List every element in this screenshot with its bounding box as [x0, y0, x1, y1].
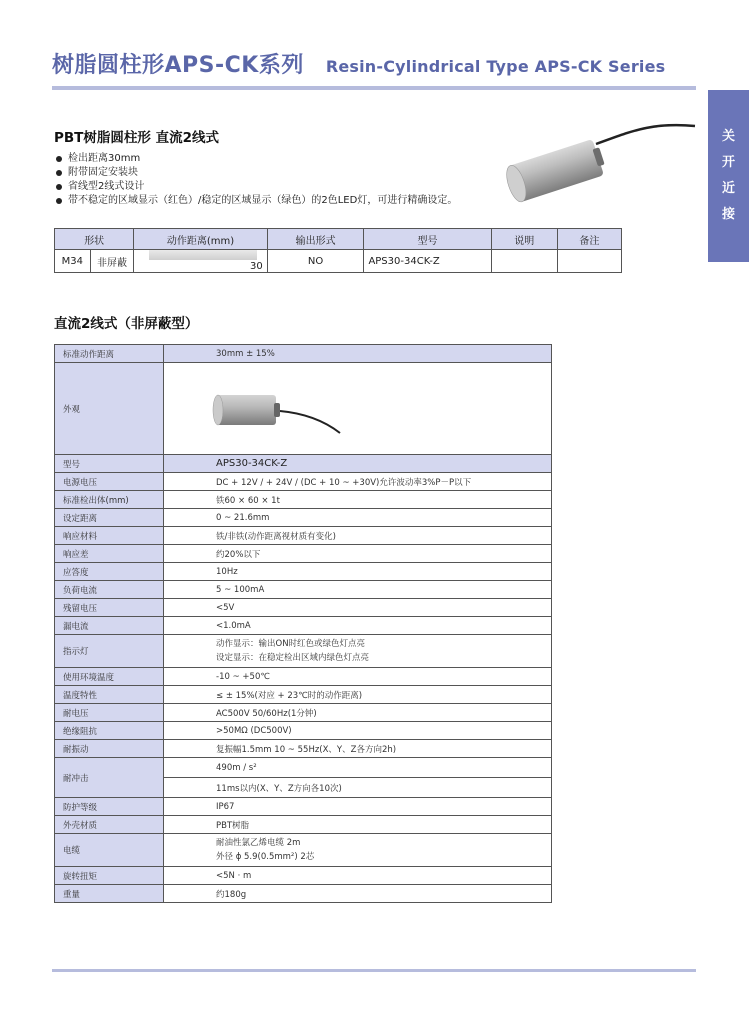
product-photo	[212, 379, 352, 439]
feature-item: 检出距离30mm	[54, 152, 457, 166]
cable-line: 外径 ϕ 5.9(0.5mm²) 2芯	[216, 852, 315, 862]
row-label: 指示灯	[55, 635, 164, 668]
table-row	[55, 491, 552, 509]
row-value: 铁/非铁(动作距离视材质有变化)	[164, 527, 552, 545]
side-tab-char: 开	[721, 155, 735, 170]
row-value: APS30-34CK-Z	[164, 455, 552, 473]
side-tab-char: 近	[721, 181, 735, 196]
spec-detail-table	[54, 344, 552, 903]
side-tab-char: 关	[721, 129, 735, 144]
indicator-line: 设定显示：在稳定检出区域内绿色灯点亮	[216, 653, 370, 663]
table-row	[55, 617, 552, 635]
row-value: 11ms以内(X、Y、Z方向各10次)	[164, 778, 552, 798]
row-value: <5V	[164, 599, 552, 617]
row-label: 电源电压	[55, 473, 164, 491]
cell-description	[491, 250, 557, 273]
row-label: 重量	[55, 885, 164, 903]
side-tab-proximity-switch	[708, 90, 749, 262]
feature-item: 附带固定安装块	[54, 166, 457, 180]
table-header-row	[55, 229, 622, 250]
row-value: AC500V 50/60Hz(1分钟)	[164, 704, 552, 722]
cell-output: NO	[267, 250, 364, 273]
cell-distance	[134, 250, 267, 273]
table-row	[55, 834, 552, 867]
row-label: 响应材料	[55, 527, 164, 545]
selection-table	[54, 228, 622, 273]
feature-list	[54, 152, 457, 208]
row-value: PBT树脂	[164, 816, 552, 834]
row-label: 使用环境温度	[55, 668, 164, 686]
row-value: 30mm ± 15%	[164, 345, 552, 363]
table-row	[55, 345, 552, 363]
table-row	[55, 250, 622, 273]
row-label: 负荷电流	[55, 581, 164, 599]
table-row	[55, 599, 552, 617]
table-row	[55, 635, 552, 668]
row-label: 旋转扭矩	[55, 867, 164, 885]
row-label: 绝缘阻抗	[55, 722, 164, 740]
cell-model: APS30-34CK-Z	[364, 250, 491, 273]
header-description: 说明	[491, 229, 557, 250]
row-value: 铁60 × 60 × 1t	[164, 491, 552, 509]
table-row	[55, 527, 552, 545]
footer-divider	[52, 969, 696, 972]
cable-line: 耐油性氯乙烯电缆 2m	[216, 838, 301, 848]
row-value-appearance	[164, 363, 552, 455]
page-title-en: Resin-Cylindrical Type APS-CK Series	[325, 57, 666, 76]
row-value: 10Hz	[164, 563, 552, 581]
row-value-cable	[164, 834, 552, 867]
row-value: >50MΩ (DC500V)	[164, 722, 552, 740]
header-divider	[52, 86, 696, 90]
side-tab-char: 接	[721, 207, 735, 222]
section2-title: 直流2线式（非屏蔽型）	[54, 316, 199, 332]
row-value: 5 ~ 100mA	[164, 581, 552, 599]
table-row	[55, 686, 552, 704]
table-row	[55, 798, 552, 816]
row-label: 外观	[55, 363, 164, 455]
row-label: 标准检出体(mm)	[55, 491, 164, 509]
feature-item: 省线型2线式设计	[54, 180, 457, 194]
row-value: <5N · m	[164, 867, 552, 885]
row-label: 耐振动	[55, 740, 164, 758]
row-label: 耐冲击	[55, 758, 164, 798]
table-row	[55, 704, 552, 722]
row-value: DC + 12V / + 24V / (DC + 10 ~ +30V)允许波动率3%P－P以下	[164, 473, 552, 491]
row-label: 应答度	[55, 563, 164, 581]
table-row	[55, 885, 552, 903]
header-model: 型号	[364, 229, 491, 250]
row-label: 标准动作距离	[55, 345, 164, 363]
row-label: 外壳材质	[55, 816, 164, 834]
table-row	[55, 581, 552, 599]
table-row	[55, 816, 552, 834]
row-value: IP67	[164, 798, 552, 816]
cell-shield: 非屏蔽	[90, 250, 134, 273]
product-photo	[500, 118, 700, 208]
table-row	[55, 867, 552, 885]
header-shape: 形状	[55, 229, 134, 250]
table-row	[55, 473, 552, 491]
distance-bar	[149, 250, 257, 260]
row-value: 约20%以下	[164, 545, 552, 563]
table-row	[55, 509, 552, 527]
table-row	[55, 758, 552, 778]
table-row	[55, 455, 552, 473]
indicator-line: 动作显示：输出ON时红色或绿色灯点亮	[216, 639, 366, 649]
table-row	[55, 722, 552, 740]
table-row	[55, 668, 552, 686]
row-label: 型号	[55, 455, 164, 473]
row-value: ≤ ± 15%(对应 + 23℃时的动作距离)	[164, 686, 552, 704]
distance-value: 30	[250, 261, 263, 272]
row-value-indicator	[164, 635, 552, 668]
table-row	[55, 740, 552, 758]
row-value: -10 ~ +50℃	[164, 668, 552, 686]
header-output: 输出形式	[267, 229, 364, 250]
row-value: 约180g	[164, 885, 552, 903]
page-title-cn: 树脂圆柱形APS-CK系列	[52, 53, 304, 78]
row-value: 0 ~ 21.6mm	[164, 509, 552, 527]
table-row	[55, 563, 552, 581]
header-distance: 动作距离(mm)	[134, 229, 267, 250]
row-label: 设定距离	[55, 509, 164, 527]
cell-remark	[557, 250, 621, 273]
row-label: 耐电压	[55, 704, 164, 722]
row-label: 温度特性	[55, 686, 164, 704]
row-label: 防护等级	[55, 798, 164, 816]
row-value: 490m / s²	[164, 758, 552, 778]
table-row	[55, 363, 552, 455]
header-remark: 备注	[557, 229, 621, 250]
table-row	[55, 545, 552, 563]
feature-item: 带不稳定的区域显示（红色）/稳定的区域显示（绿色）的2色LED灯，可进行精确设定。	[54, 194, 457, 208]
row-label: 残留电压	[55, 599, 164, 617]
section1-title: PBT树脂圆柱形 直流2线式	[54, 130, 219, 146]
page-header	[52, 48, 665, 78]
row-label: 电缆	[55, 834, 164, 867]
row-label: 响应差	[55, 545, 164, 563]
cell-size: M34	[55, 250, 91, 273]
row-value: 复振幅1.5mm 10 ~ 55Hz(X、Y、Z各方向2h)	[164, 740, 552, 758]
row-value: <1.0mA	[164, 617, 552, 635]
row-label: 漏电流	[55, 617, 164, 635]
